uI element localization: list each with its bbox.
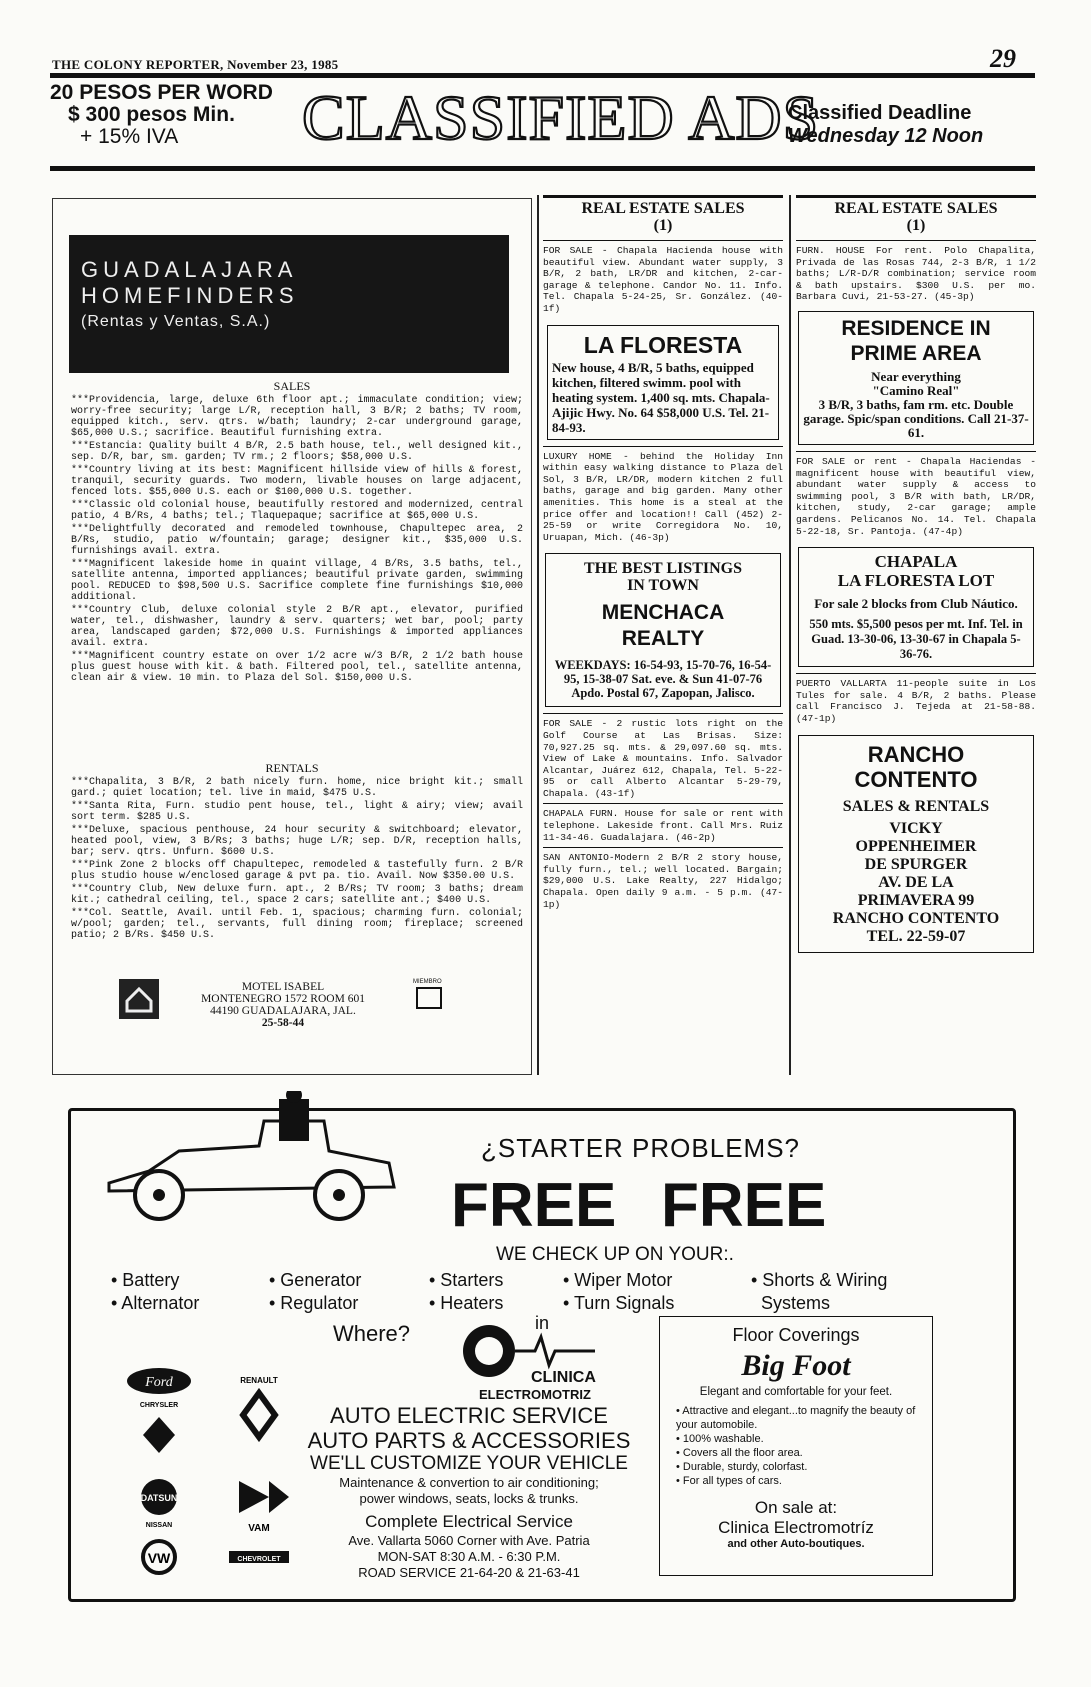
col3-ad2: FOR SALE or rent - Chapala Haciendas - magnificent house with beautiful view, abundant water supply & access to swimming pool, 3 B/R with bath, LR/DR, kitchen, study, 2-car garage; ample gardens. Pelicanos No. 14. Tel. Chapala 5-22-18, Sr. Pantoja. (47-4p) [796, 451, 1036, 537]
maint-line2: power windows, seats, locks & trunks. [359, 1491, 579, 1506]
floresta-text: New house, 4 B/R, 5 baths, equipped kitchen, filtered swimm. pool with heating system. 1,400 sq. mts. Chapala-Ajijic Hwy. No. 64 $58,000 U.S. Tel. 21-84-93. [552, 359, 770, 435]
sales-listing: ***Magnificent country estate on over 1/2 acre w/3 B/R, 2 1/2 bath house plus guest house with kit. & bath. Filtered pool, tel., satellite antenna, clean air & view. 10 min. to Plaza del Sol. $150,000 U.S. [71, 651, 523, 684]
residence-text3: 3 B/R, 3 baths, fam rm. etc. Double garage. Spic/span conditions. Call 21-37-61. [803, 396, 1029, 440]
svg-text:RENAULT: RENAULT [240, 1376, 278, 1385]
sales-listing: ***Providencia, large, deluxe 6th floor apt.; immaculate condition; view; worry-free security; large L/R, reception hall, 3 B/R; 2 baths; TV room, equipped kitch., serv. qtrs. w/bath; laundry; 2-car underground garage, $65,000 U.S.; sacrifice. Beautiful furnishing extra. [71, 395, 523, 439]
svg-text:VAM: VAM [248, 1523, 270, 1534]
onsale-line2: Clinica Electromotríz [718, 1518, 874, 1537]
lot-line3: For sale 2 blocks from Club Náutico. [814, 596, 1018, 612]
floor-item: • 100% washable. [676, 1433, 764, 1445]
rancho-line6: DE SPURGER [864, 855, 968, 873]
floor-item: • Attractive and elegant...to magnify the beauty of your automobile. [676, 1405, 916, 1431]
custom-line: WE'LL CUSTOMIZE YOUR VEHICLE [310, 1453, 628, 1474]
check-item: • Wiper Motor [563, 1270, 673, 1290]
rancho-line4: VICKY [889, 819, 943, 837]
free-left: FREE [451, 1171, 617, 1240]
check-item: • Generator [269, 1270, 362, 1290]
page-number: 29 [990, 44, 1016, 73]
homefinders-address [163, 981, 403, 1029]
check-item: • Turn Signals [563, 1293, 675, 1313]
check-item: • Starters [429, 1270, 504, 1290]
col3-ad3: PUERTO VALLARTA 11-people suite in Los Tules for sale. 4 B/R, 2 baths. Please call Francisco J. Tejeda at 21-58-88. (47-1p) [796, 673, 1036, 724]
col3 [796, 195, 1036, 953]
col2-heading: REAL ESTATE SALES [581, 200, 745, 217]
floor-sub: Elegant and comfortable for your feet. [699, 1386, 893, 1398]
rates-line2: $ 300 pesos Min. [68, 103, 235, 126]
homefinders-ad [52, 198, 532, 1075]
addr-line: Ave. Vallarta 5060 Corner with Ave. Patria [348, 1533, 590, 1548]
sales-list [71, 395, 523, 686]
floor-items [676, 1404, 918, 1488]
address-phone: 25-58-44 [261, 1017, 305, 1029]
col3-sub: (1) [906, 217, 926, 234]
rentals-heading: RENTALS [265, 761, 319, 775]
house-logo-icon [119, 979, 159, 1019]
sales-listing: ***Classic old colonial house, beautifully restored and modernized, central patio, 4 B/Rs, 4 baths; tel.; Tlaquepaque; sacrifice at $65,000 U.S. [71, 500, 523, 522]
lot-box [798, 547, 1034, 667]
ford-logo-icon: Ford [145, 1375, 173, 1390]
residence-box [798, 311, 1034, 445]
svg-text:CHRYSLER: CHRYSLER [139, 1402, 179, 1409]
address-line2: MONTENEGRO 1572 ROOM 601 [201, 993, 365, 1005]
lot-line2: LA FLORESTA LOT [837, 571, 995, 591]
sales-listing: ***Magnificent lakeside home in quaint village, 4 B/Rs, 3.5 baths, tel., satellite antenna, imported appliances; beautiful private garden, swimming pool. REDUCED to $98,500 U.S. Sacrifice complete fine furnishings $10,000 additional. [71, 559, 523, 603]
svg-text:DATSUN: DATSUN [140, 1493, 178, 1503]
rancho-line9: RANCHO CONTENTO [832, 909, 1000, 927]
free-right: FREE [661, 1171, 827, 1240]
member-label: MIEMBRO [413, 979, 442, 985]
rental-listing: ***Country Club, New deluxe furn. apt., 2 B/Rs; TV room; 3 baths; dream kit.; cathedral ceiling, tel., space 2 cars; satellite ant.; $400 U.S. [71, 884, 523, 906]
homefinders-line3: (Rentas y Ventas, S.A.) [81, 313, 271, 330]
deadline-line1: Classified Deadline [788, 102, 972, 124]
complete-line: Complete Electrical Service [365, 1512, 573, 1531]
col3-heading: REAL ESTATE SALES [834, 200, 998, 217]
rancho-line1: RANCHO [867, 741, 965, 767]
parts-line: AUTO PARTS & ACCESSORIES [307, 1428, 631, 1453]
auto-ad [68, 1108, 1016, 1602]
col2-ad3: FOR SALE - 2 rustic lots right on the Golf Course at Las Brisas. Size: 70,927.25 sq. mts. & 29,097.60 sq. mts. View of Lake & mountains. Info. Salvador Alcantar, Juárez 612, Chapala, Tel. 5-22-95 or call Alberto Alcantar 5-29-79, Chapala. (43-1f) [543, 713, 783, 799]
service-block [299, 1403, 639, 1581]
check-item: • Battery [111, 1270, 180, 1290]
best-line2: IN TOWN [627, 577, 699, 595]
electro-label: ELECTROMOTRIZ [479, 1387, 591, 1402]
check-item-column [429, 1269, 503, 1315]
member-logo-icon [416, 987, 442, 1009]
check-item-column [563, 1269, 674, 1315]
bigfoot-logo: Big Foot [741, 1349, 851, 1382]
rancho-line5: OPPENHEIMER [855, 837, 977, 855]
starter-question: ¿STARTER PROBLEMS? [481, 1133, 800, 1163]
check-item: • Shorts & Wiring [751, 1270, 888, 1290]
page-title: CLASSIFIED ADS [302, 82, 820, 153]
rancho-line8: PRIMAVERA 99 [857, 891, 975, 909]
svg-text:CHEVROLET: CHEVROLET [237, 1556, 281, 1563]
bigfoot-box [659, 1316, 933, 1576]
where-label: Where? [333, 1321, 411, 1346]
col2-ad5: SAN ANTONIO-Modern 2 B/R 2 story house, fully furn., tel.; well located. Bargain; $29,000 U.S. Lake Realty, 227 Hidalgo; Chapala. Open daily 9 a.m. - 5 p.m. (47-1p) [543, 847, 783, 910]
menchaca-box [545, 553, 781, 707]
rentals-list [71, 777, 523, 943]
rancho-line10: TEL. 22-59-07 [866, 927, 966, 945]
best-line1: THE BEST LISTINGS [583, 560, 742, 578]
residence-text1: Near everything [871, 368, 961, 384]
col2 [543, 195, 783, 912]
rental-listing: ***Santa Rita, Furn. studio pent house, tel., light & airy; view; avail sort term. $285 U.S. [71, 801, 523, 823]
col2-ad1: FOR SALE - Chapala Hacienda house with beautiful view. Abundant water supply, 3 B/R, 2 bath, LR/DR and kitchen, 2-car-garage & telephone. Candor No. 11. Info. Tel. Chapala 5-24-25, Sr. González. (40-1f) [543, 245, 783, 314]
rates-line3: + 15% IVA [80, 125, 179, 148]
rental-listing: ***Pink Zone 2 blocks off Chapultepec, remodeled & tastefully furn. 2 B/R plus studio house w/enclosed garage & pvt pa. tio. Avail. Now $350.00 U.S. [71, 860, 523, 882]
header-bottom-rule [50, 166, 1035, 171]
onsale-line1: On sale at: [754, 1498, 838, 1517]
check-item: • Regulator [269, 1293, 359, 1313]
floor-item: • Covers all the floor area. [676, 1447, 803, 1459]
sales-listing: ***Country Club, deluxe colonial style 2 B/R apt., elevator, purified water, tel., dishwasher, laundry & serv. quarters; wet bar, pool; party area, landscaped garden; $72,000 U.S. Furnishings & imported appliances avail. extra. [71, 605, 523, 649]
svg-text:NISSAN: NISSAN [145, 1522, 173, 1529]
lot-line1: CHAPALA [874, 552, 958, 572]
road-line: ROAD SERVICE 21-64-20 & 21-63-41 [358, 1565, 580, 1580]
svg-text:VW: VW [147, 1550, 171, 1566]
check-item-column [111, 1269, 199, 1315]
sales-listing: ***Country living at its best: Magnificent hillside view of hills & forest, tranquil, security guards. Two modern, livable houses on large adjacent, fenced lots. $55,000 U.S. each or $100,000 U.S. together. [71, 465, 523, 498]
check-item: Systems [751, 1293, 831, 1313]
in-label: in [535, 1313, 550, 1333]
menchaca-phones: WEEKDAYS: 16-54-93, 15-70-76, 16-54-95, 15-38-07 Sat. eve. & Sun 41-07-76 Apdo. Postal 67, Zapopan, Jalisco. [554, 658, 772, 701]
header-top-rule [50, 73, 1035, 78]
check-line: WE CHECK UP ON YOUR:. [496, 1244, 734, 1265]
floor-title: Floor Coverings [732, 1325, 860, 1345]
check-item-column [751, 1269, 887, 1315]
service-line: AUTO ELECTRIC SERVICE [330, 1403, 608, 1428]
col3-ad1: FURN. HOUSE For rent. Polo Chapalita, Privada de las Rosas 744, 2-3 B/R, 1 1/2 baths; L/R-D/R combination; service room & bath upstairs. $300 U.S. per mo. Barbara Cuvi, 21-53-27. (45-3p) [796, 245, 1036, 303]
address-line1: MOTEL ISABEL [241, 981, 325, 993]
sales-listing: ***Estancia: Quality built 4 B/R, 2.5 bath house, tel., well designed kit., sep. D/R, bar, sm. garden; TV rm.; 2 floors; $58,000 U.S. [71, 441, 523, 463]
homefinders-line1: GUADALAJARA [81, 257, 298, 282]
vintage-car-icon [89, 1091, 409, 1231]
floresta-title: LA FLORESTA [583, 331, 743, 358]
sales-heading: SALES [273, 379, 311, 393]
rates-block [50, 82, 273, 148]
deadline-line2: Wednesday 12 Noon [788, 125, 984, 147]
maint-line1: Maintenance & convertion to air conditioning; [339, 1475, 599, 1490]
rental-listing: ***Col. Seattle, Avail. until Feb. 1, spacious; charming furn. colonial; w/pool; garden; tel., servants, full dining room; fireplace; screened patio; 2 B/Rs. $450 U.S. [71, 908, 523, 941]
hours-line: MON-SAT 8:30 A.M. - 6:30 P.M. [377, 1549, 561, 1564]
col2-sub: (1) [653, 217, 673, 234]
floresta-box [547, 325, 779, 440]
check-item-column [269, 1269, 361, 1315]
clinica-logo-icon [459, 1319, 539, 1379]
rancho-box [798, 735, 1034, 953]
rates-line1: 20 PESOS PER WORD [50, 81, 273, 104]
deadline-block [788, 102, 983, 148]
rancho-line3: SALES & RENTALS [842, 797, 990, 815]
check-item: • Alternator [111, 1293, 200, 1313]
menchaca-line1: MENCHACA [601, 601, 725, 625]
clinica-label: CLINICA [531, 1369, 596, 1386]
homefinders-banner [69, 235, 509, 373]
homefinders-name [81, 257, 299, 335]
lot-line4: 550 mts. $5,500 pesos per mt. Inf. Tel. in Guad. 13-30-06, 13-30-67 in Chapala 5-36-76. [809, 617, 1023, 662]
rancho-line2: CONTENTO [854, 766, 978, 792]
residence-text2: "Camino Real" [872, 382, 960, 398]
address-line3: 44190 GUADALAJARA, JAL. [210, 1005, 356, 1017]
menchaca-line2: REALTY [621, 627, 705, 651]
col2-ad2: LUXURY HOME - behind the Holiday Inn within easy walking distance to Plaza del Sol, 3 B/R, LR/DR, modern kitchen 2 full baths, garage and big garden. Many other amenities. This home is a steal at the price offer and location!! Call (452) 2-25-59 or write Corregidora No. 10, Uruapan, Mich. (46-3p) [543, 446, 783, 544]
onsale-line3: and other Auto-boutiques. [727, 1538, 865, 1550]
check-item: • Heaters [429, 1293, 504, 1313]
floor-item: • Durable, sturdy, colorfast. [676, 1461, 808, 1473]
residence-line1: RESIDENCE IN [841, 316, 991, 340]
residence-line2: PRIME AREA [850, 341, 982, 365]
col2-ad4: CHAPALA FURN. House for sale or rent with telephone. Lakeside front. Call Mrs. Ruiz 11-34-46. Guadalajara. (46-2p) [543, 803, 783, 843]
rancho-line7: AV. DE LA [878, 873, 954, 891]
rental-listing: ***Chapalita, 3 B/R, 2 bath nicely furn. home, nice bright kit.; small gard.; quiet location; tel. live in maid, $475 U.S. [71, 777, 523, 799]
floor-item: • For all types of cars. [676, 1475, 782, 1487]
rental-listing: ***Deluxe, spacious penthouse, 24 hour security & switchboard; elevator, heated pool, view, 3 B/Rs; 3 baths; huge L/R; sep. D/R, reception halls, bar; serv. qtrs. Unfurn. $600 U.S. [71, 825, 523, 858]
sales-listing: ***Delightfully decorated and remodeled townhouse, Chapultepec area, 2 B/Rs, studio, patio w/fountain; garage; designer kit., $35,000 U.S. furnishings avail. extra. [71, 524, 523, 557]
publication-line: THE COLONY REPORTER, November 23, 1985 [52, 57, 339, 72]
homefinders-line2: HOMEFINDERS [81, 283, 299, 308]
